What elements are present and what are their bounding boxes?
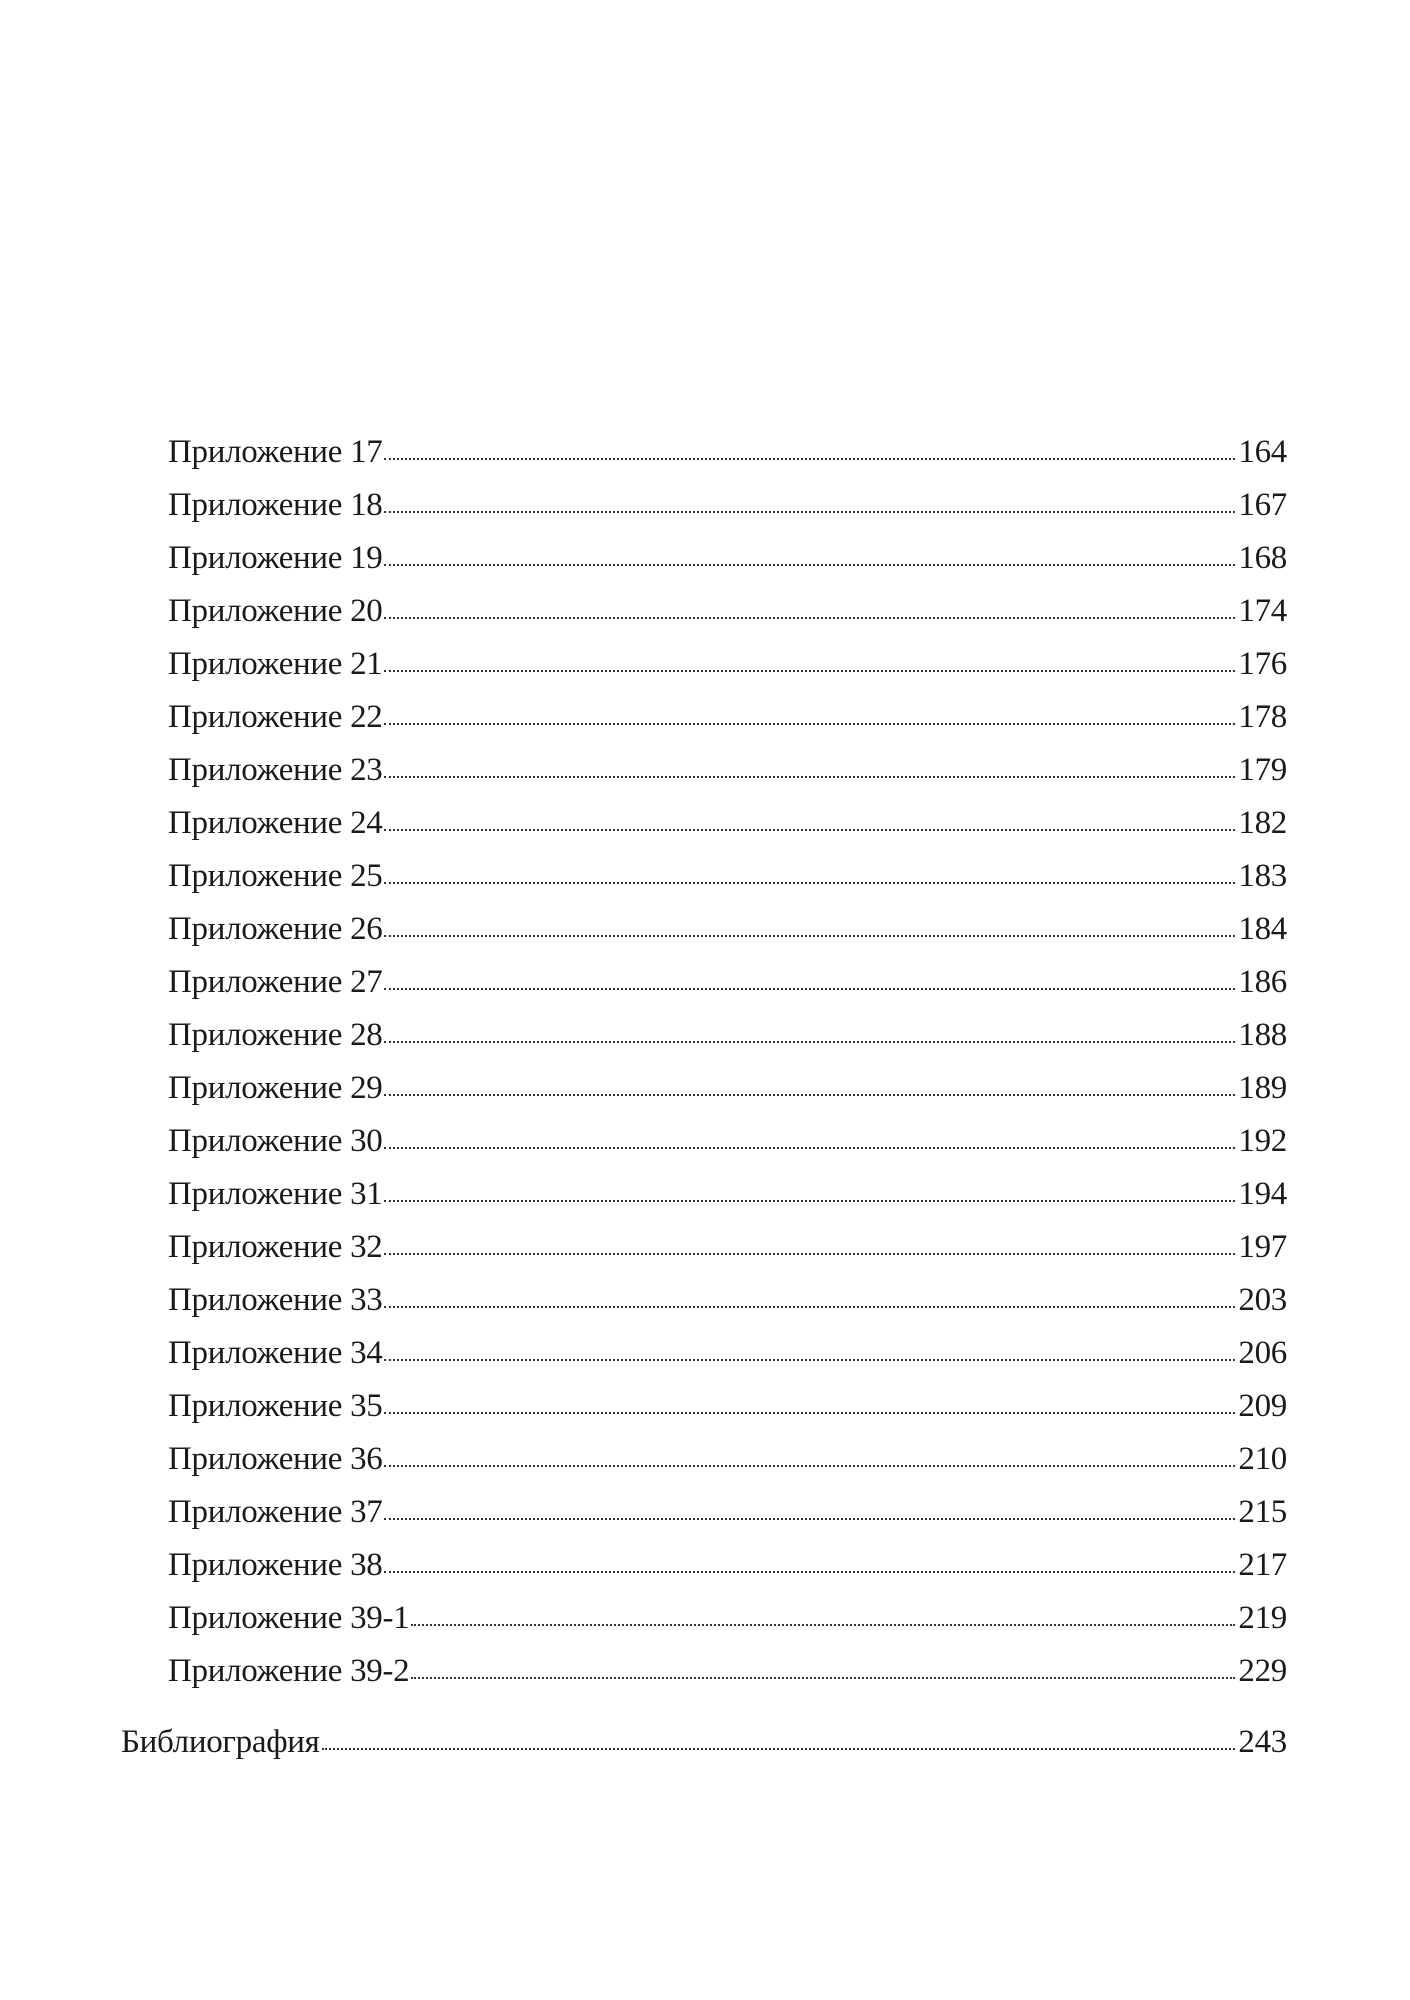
toc-entry-page-number: 229	[1238, 1653, 1287, 1689]
toc-entry-label: Приложение 29	[168, 1070, 383, 1106]
toc-entry-appendix-39-2	[168, 1645, 1287, 1697]
toc-entry-page-number: 206	[1238, 1335, 1287, 1371]
toc-entry-appendix-22	[168, 691, 1287, 743]
toc-entry-label: Приложение 35	[168, 1388, 383, 1424]
dot-leader	[384, 1253, 1235, 1255]
toc-entry-page-number: 182	[1238, 805, 1287, 841]
dot-leader	[384, 1412, 1235, 1414]
toc-entry-page-number: 189	[1238, 1070, 1287, 1106]
dot-leader	[384, 882, 1235, 884]
toc-entry-appendix-39-1	[168, 1592, 1287, 1644]
toc-entry-page-number: 184	[1238, 911, 1287, 947]
dot-leader	[411, 1624, 1235, 1626]
toc-entry-appendix-27	[168, 956, 1287, 1008]
dot-leader	[384, 670, 1235, 672]
toc-entry-page-number: 164	[1238, 434, 1287, 470]
toc-entry-appendix-19	[168, 532, 1287, 584]
toc-entry-label: Приложение 26	[168, 911, 383, 947]
toc-entry-label: Приложение 19	[168, 540, 383, 576]
dot-leader	[384, 1094, 1235, 1096]
dot-leader	[384, 1306, 1235, 1308]
dot-leader	[384, 988, 1235, 990]
toc-entry-label: Приложение 30	[168, 1123, 383, 1159]
toc-entry-page-number: 203	[1238, 1282, 1287, 1318]
toc-entry-appendix-31	[168, 1168, 1287, 1220]
toc-entry-appendix-33	[168, 1274, 1287, 1326]
toc-entry-appendix-17	[168, 426, 1287, 478]
toc-entry-page-number: 168	[1238, 540, 1287, 576]
toc-entry-page-number: 210	[1238, 1441, 1287, 1477]
dot-leader	[384, 776, 1235, 778]
dot-leader	[384, 1359, 1235, 1361]
toc-entry-label: Приложение 34	[168, 1335, 383, 1371]
dot-leader	[411, 1677, 1235, 1679]
dot-leader	[384, 1571, 1235, 1573]
toc-entry-appendix-26	[168, 903, 1287, 955]
toc-entry-label: Приложение 21	[168, 646, 383, 682]
dot-leader	[322, 1748, 1236, 1750]
dot-leader	[384, 511, 1235, 513]
toc-entry-label: Приложение 28	[168, 1017, 383, 1053]
toc-entry-page-number: 176	[1238, 646, 1287, 682]
toc-entry-label: Приложение 20	[168, 593, 383, 629]
toc-entry-appendix-34	[168, 1327, 1287, 1379]
toc-entry-label: Приложение 38	[168, 1547, 383, 1583]
toc-entry-label: Приложение 36	[168, 1441, 383, 1477]
toc-entry-label: Приложение 37	[168, 1494, 383, 1530]
dot-leader	[384, 617, 1235, 619]
toc-entry-appendix-35	[168, 1380, 1287, 1432]
toc-entry-page-number: 197	[1238, 1229, 1287, 1265]
toc-entry-bibliography	[121, 1716, 1287, 1768]
dot-leader	[384, 723, 1235, 725]
toc-entry-label: Приложение 24	[168, 805, 383, 841]
dot-leader	[384, 1200, 1235, 1202]
toc-entry-page-number: 167	[1238, 487, 1287, 523]
toc-entry-label: Приложение 31	[168, 1176, 383, 1212]
dot-leader	[384, 1147, 1235, 1149]
toc-entry-page-number: 209	[1238, 1388, 1287, 1424]
toc-entry-page-number: 183	[1238, 858, 1287, 894]
toc-entry-label: Приложение 32	[168, 1229, 383, 1265]
toc-entry-page-number: 186	[1238, 964, 1287, 1000]
toc-entry-label: Приложение 25	[168, 858, 383, 894]
toc-entry-appendix-36	[168, 1433, 1287, 1485]
toc-entry-page-number: 217	[1238, 1547, 1287, 1583]
toc-entry-appendix-29	[168, 1062, 1287, 1114]
dot-leader	[384, 564, 1235, 566]
dot-leader	[384, 458, 1235, 460]
toc-entry-page-number: 178	[1238, 699, 1287, 735]
toc-entry-appendix-24	[168, 797, 1287, 849]
toc-entry-label: Библиография	[121, 1724, 320, 1760]
toc-entry-label: Приложение 27	[168, 964, 383, 1000]
toc-entry-label: Приложение 22	[168, 699, 383, 735]
toc-entry-appendix-28	[168, 1009, 1287, 1061]
toc-entry-label: Приложение 33	[168, 1282, 383, 1318]
toc-entry-appendix-20	[168, 585, 1287, 637]
toc-entry-appendix-23	[168, 744, 1287, 796]
toc-entry-page-number: 194	[1238, 1176, 1287, 1212]
toc-entry-appendix-25	[168, 850, 1287, 902]
toc-entry-page-number: 188	[1238, 1017, 1287, 1053]
toc-entry-label: Приложение 18	[168, 487, 383, 523]
toc-entry-label: Приложение 23	[168, 752, 383, 788]
toc-entry-page-number: 215	[1238, 1494, 1287, 1530]
toc-entry-page-number: 174	[1238, 593, 1287, 629]
dot-leader	[384, 829, 1235, 831]
toc-entry-appendix-21	[168, 638, 1287, 690]
toc-entry-appendix-38	[168, 1539, 1287, 1591]
toc-entry-appendix-37	[168, 1486, 1287, 1538]
toc-entry-appendix-18	[168, 479, 1287, 531]
toc-entry-page-number: 219	[1238, 1600, 1287, 1636]
toc-entry-label: Приложение 17	[168, 434, 383, 470]
dot-leader	[384, 1041, 1235, 1043]
toc-entry-page-number: 192	[1238, 1123, 1287, 1159]
toc-entry-label: Приложение 39-2	[168, 1653, 410, 1689]
dot-leader	[384, 1465, 1235, 1467]
toc-entry-appendix-32	[168, 1221, 1287, 1273]
dot-leader	[384, 935, 1235, 937]
toc-entry-page-number: 179	[1238, 752, 1287, 788]
dot-leader	[384, 1518, 1235, 1520]
toc-entry-label: Приложение 39-1	[168, 1600, 410, 1636]
toc-entry-appendix-30	[168, 1115, 1287, 1167]
toc-entry-page-number: 243	[1238, 1724, 1287, 1760]
